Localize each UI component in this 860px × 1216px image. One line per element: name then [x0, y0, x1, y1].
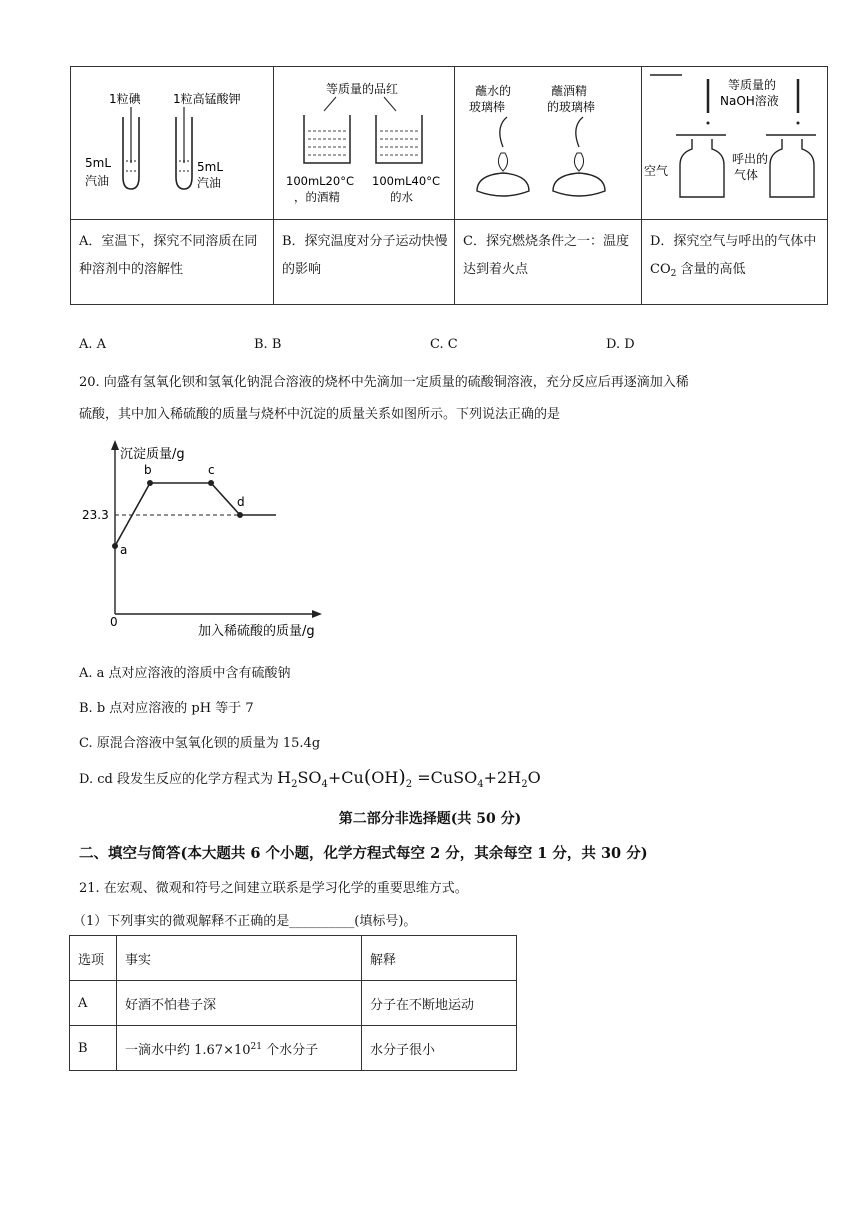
label-pinhong: 等质量的品红	[326, 82, 399, 96]
q21-header-explain: 解释	[362, 936, 517, 981]
svg-text:气体: 气体	[734, 168, 759, 182]
precipitate-chart	[80, 436, 350, 642]
svg-text:空气: 空气	[644, 164, 669, 178]
q19-option-d[interactable]: D. D	[606, 337, 635, 352]
q20-stem-line2: 硫酸，其中加入稀硫酸的质量与烧杯中沉淀的质量关系如图所示。下列说法正确的是	[79, 407, 561, 422]
svg-text:NaOH溶液: NaOH溶液	[720, 94, 779, 108]
svg-text:5mL: 5mL	[85, 156, 112, 170]
q19-option-b[interactable]: B. B	[254, 337, 282, 352]
chart-xlabel: 加入稀硫酸的质量/g	[198, 624, 315, 639]
q21-table	[69, 935, 517, 1071]
svg-text:蘸酒精: 蘸酒精	[551, 84, 588, 98]
svg-text:蘸水的: 蘸水的	[475, 84, 512, 98]
svg-text:汽油: 汽油	[197, 176, 222, 190]
section2-title: 第二部分非选择题(共 50 分)	[338, 811, 522, 827]
q20-option-c[interactable]: C. 原混合溶液中氢氧化钡的质量为 15.4g	[79, 736, 321, 751]
q20-stem-line1: 20. 向盛有氢氧化钡和氢氧化钠混合溶液的烧杯中先滴加一定质量的硫酸铜溶液，充分反应后再逐滴加入稀	[79, 375, 689, 390]
q21-row-b-explain: 水分子很小	[362, 1026, 517, 1071]
svg-text:100mL20°C: 100mL20°C	[286, 174, 354, 188]
chart-point-d-label: d	[237, 495, 245, 509]
q19-option-a[interactable]: A. A	[79, 337, 107, 352]
label-iodine: 1粒碘	[109, 92, 141, 106]
chart-point-c-label: c	[208, 463, 215, 477]
q21-header-fact: 事实	[117, 936, 362, 981]
q21-row-a-option: A	[70, 981, 117, 1026]
svg-text:等质量的: 等质量的	[728, 78, 777, 92]
svg-text:，的酒精: ，的酒精	[294, 190, 340, 204]
q21-row-b-fact: 一滴水中约 $1.67\times 10^{21}$ 个水分子	[117, 1026, 362, 1071]
q21-row-a-fact: 好酒不怕巷子深	[117, 981, 362, 1026]
svg-text:的水: 的水	[390, 190, 413, 204]
label-kmno4: 1粒高锰酸钾	[173, 92, 241, 106]
experiment-d-caption: D．探究空气与呼出的气体中 $CO_2$ 含量的高低	[642, 220, 828, 305]
q20-option-b[interactable]: B. b 点对应溶液的 pH 等于 7	[79, 701, 254, 716]
experiment-table	[70, 66, 828, 305]
experiment-b-caption: B．探究温度对分子运动快慢的影响	[274, 220, 455, 305]
chart-point-a-label: a	[120, 543, 128, 557]
experiment-d-image	[642, 67, 828, 220]
experiment-c-caption: C．探究燃烧条件之一：温度达到着火点	[455, 220, 642, 305]
svg-text:玻璃棒: 玻璃棒	[469, 100, 506, 114]
q19-option-c[interactable]: C. C	[430, 337, 458, 352]
chart-point-b	[147, 480, 153, 486]
q21-sub1: （1）下列事实的微观解释不正确的是__________(填标号)。	[73, 914, 417, 929]
q21-row-a-explain: 分子在不断地运动	[362, 981, 517, 1026]
svg-text:5mL: 5mL	[197, 160, 224, 174]
section2-heading: 二、填空与简答(本大题共 6 个小题，化学方程式每空 2 分，其余每空 1 分，共 30 分)	[79, 845, 648, 862]
q21-header-option: 选项	[70, 936, 117, 981]
svg-text:的玻璃棒: 的玻璃棒	[547, 100, 596, 114]
q20-option-d[interactable]: D. cd 段发生反应的化学方程式为 $H_2SO_4+Cu(OH)_2$ $=CuSO_4+2H_2O$	[79, 766, 541, 791]
experiment-b-image	[274, 67, 455, 220]
experiment-c-image	[455, 67, 642, 220]
svg-text:100mL40°C: 100mL40°C	[372, 174, 440, 188]
q21-stem: 21. 在宏观、微观和符号之间建立联系是学习化学的重要思维方式。	[79, 881, 468, 896]
chart-point-b-label: b	[144, 463, 152, 477]
experiment-a-caption: A．室温下，探究不同溶质在同种溶剂中的溶解性	[71, 220, 274, 305]
chart-point-d	[237, 512, 243, 518]
chart-point-c	[208, 480, 214, 486]
q20-option-a[interactable]: A. a 点对应溶液的溶质中含有硫酸钠	[79, 666, 291, 681]
svg-text:汽油: 汽油	[85, 174, 110, 188]
chart-ytick-233: 23.3	[82, 508, 109, 522]
experiment-a-image	[71, 67, 274, 220]
chart-ylabel: 沉淀质量/g	[120, 447, 185, 462]
chart-point-a	[112, 543, 118, 549]
svg-text:呼出的: 呼出的	[732, 152, 769, 166]
chart-origin: 0	[110, 615, 118, 629]
q21-row-b-option: B	[70, 1026, 117, 1071]
chemical-equation: $H_2SO_4+Cu(OH)_2$ $=CuSO_4+2H_2O$	[277, 766, 541, 791]
